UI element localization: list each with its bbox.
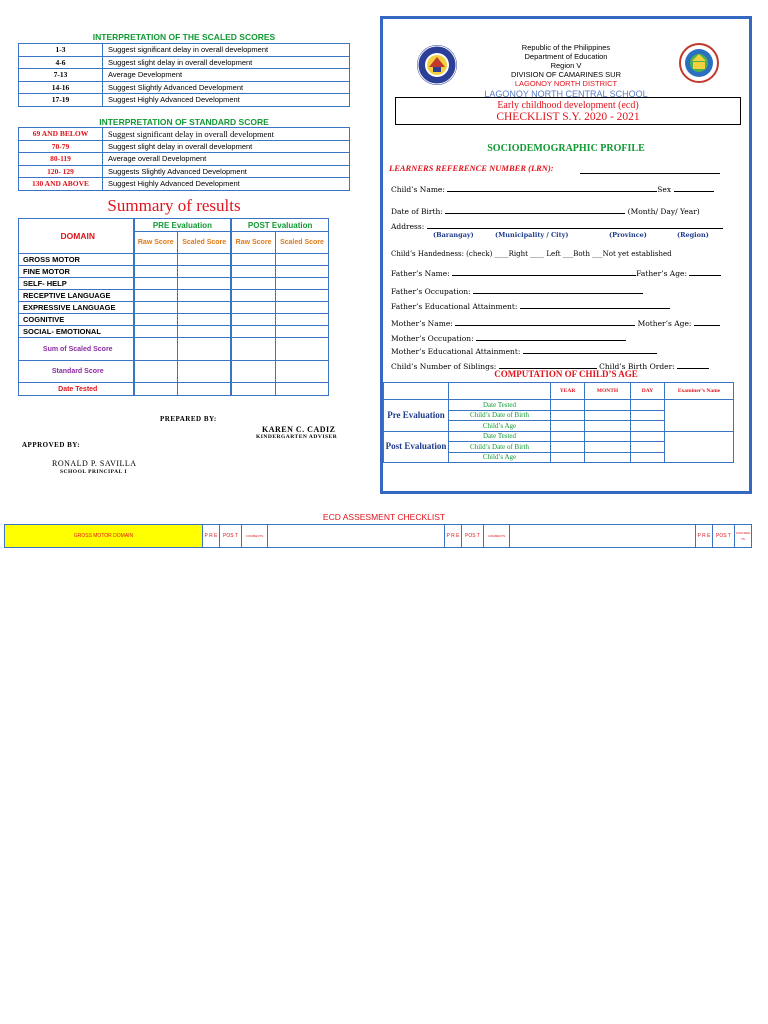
domain-header: DOMAIN — [19, 219, 134, 254]
interpretation-row — [19, 140, 350, 153]
siblings-label: Child’s Number of Siblings: — [391, 362, 497, 371]
score-cell[interactable] — [134, 361, 178, 383]
profile-title: SOCIODEMOGRAPHIC PROFILE — [487, 143, 645, 154]
summary-row-label: SELF- HELP — [19, 278, 134, 290]
score-cell[interactable] — [275, 361, 328, 383]
day-header: DAY — [631, 383, 665, 400]
pre-scaled-score-header: Scaled Score — [178, 232, 232, 254]
post-col-2: POS T — [462, 525, 484, 548]
standard-score-title: INTERPRETATION OF STANDARD SCORE — [99, 117, 269, 127]
mother-name-row — [391, 319, 720, 328]
domain-row — [19, 326, 329, 338]
principal-title: SCHOOL PRINCIPAL I — [60, 469, 127, 475]
score-range: 80-119 — [19, 153, 103, 166]
header-school: LAGONOY NORTH CENTRAL SCHOOL — [484, 89, 648, 99]
post-scaled-score-header: Scaled Score — [275, 232, 328, 254]
score-cell[interactable] — [134, 254, 178, 266]
interpretation-row — [19, 44, 350, 57]
score-interpretation: Suggest slight delay in overall development — [103, 140, 350, 153]
score-cell[interactable] — [134, 326, 178, 338]
score-cell[interactable] — [275, 326, 328, 338]
checklist-title: ECD ASSESMENT CHECKLIST — [322, 512, 446, 522]
interpretation-row — [19, 128, 350, 141]
interpretation-row — [19, 69, 350, 82]
score-cell[interactable] — [134, 338, 178, 361]
interpretation-row — [19, 178, 350, 191]
score-cell[interactable] — [178, 361, 232, 383]
score-cell[interactable] — [275, 254, 328, 266]
score-cell[interactable] — [231, 278, 275, 290]
header-deped: Department of Education — [524, 52, 608, 61]
summary-row-label: EXPRESSIVE LANGUAGE — [19, 302, 134, 314]
month-header: MONTH — [585, 383, 631, 400]
address-label: Address: — [391, 222, 425, 231]
domain-row — [19, 278, 329, 290]
score-cell[interactable] — [231, 254, 275, 266]
score-range: 17-19 — [19, 94, 103, 107]
profile-card — [380, 16, 752, 494]
summary-row-label: FINE MOTOR — [19, 266, 134, 278]
domain-row — [19, 302, 329, 314]
summary-row-label: COGNITIVE — [19, 314, 134, 326]
birth-order-blank[interactable] — [677, 362, 709, 369]
pre-date-tested: Date Tested — [449, 400, 551, 411]
scaled-scores-title: INTERPRETATION OF THE SCALED SCORES — [92, 32, 276, 42]
birth-order-label: Child’s Birth Order: — [599, 362, 675, 371]
summary-row-label: SOCIAL- EMOTIONAL — [19, 326, 134, 338]
summary-row-label: Date Tested — [19, 383, 134, 396]
score-cell[interactable] — [231, 326, 275, 338]
post-child-age: Child’s Age — [449, 452, 551, 463]
score-cell[interactable] — [231, 266, 275, 278]
pre-col-2: P R E — [445, 525, 462, 548]
comments-col-1: COMMENTS — [242, 525, 268, 548]
domain-row — [19, 314, 329, 326]
score-cell[interactable] — [178, 314, 232, 326]
mother-occupation-label: Mother’s Occupation: — [391, 334, 474, 343]
sex-label: Sex — [657, 185, 672, 194]
score-cell[interactable] — [275, 302, 328, 314]
address-row — [391, 222, 723, 231]
father-name-blank[interactable] — [452, 269, 636, 276]
domain-row — [19, 266, 329, 278]
post-evaluation-label: Post Evaluation — [384, 431, 449, 463]
score-cell[interactable] — [134, 266, 178, 278]
post-col-1: POS T — [220, 525, 242, 548]
municipality-label: (Municipality / City) — [495, 231, 569, 239]
checklist-school-year: CHECKLIST S.Y. 2020 - 2021 — [496, 111, 640, 123]
post-col-3: POS T — [713, 525, 735, 548]
score-cell[interactable] — [231, 361, 275, 383]
date-tested-row — [19, 383, 329, 396]
summary-row-label: Sum of Scaled Score — [19, 338, 134, 361]
mother-occupation-row — [391, 334, 626, 343]
score-cell[interactable] — [275, 278, 328, 290]
summary-row-label: Standard Score — [19, 361, 134, 383]
score-cell[interactable] — [178, 338, 232, 361]
year-header: YEAR — [551, 383, 585, 400]
score-interpretation: Suggest significant delay in overall development — [103, 44, 350, 57]
siblings-blank[interactable] — [499, 362, 597, 369]
score-interpretation: Average overall Development — [103, 153, 350, 166]
score-range: 7-13 — [19, 69, 103, 82]
mother-name-blank[interactable] — [455, 319, 635, 326]
score-cell[interactable] — [231, 314, 275, 326]
province-label: (Province) — [609, 231, 647, 239]
adviser-name: KAREN C. CADIZ — [262, 425, 336, 434]
standard-score-table — [18, 127, 350, 191]
score-interpretation: Suggest Highly Advanced Development — [103, 94, 350, 107]
header-republic: Republic of the Philippines — [521, 43, 611, 52]
approved-by-label: APPROVED BY: — [22, 441, 81, 449]
header-division: DIVISION OF CAMARINES SUR — [510, 70, 621, 79]
domain-row — [19, 254, 329, 266]
post-date-tested: Date Tested — [449, 431, 551, 442]
pre-child-age: Child’s Age — [449, 421, 551, 432]
score-range: 130 AND ABOVE — [19, 178, 103, 191]
pre-col-1: P R E — [203, 525, 220, 548]
address-blank[interactable] — [427, 222, 723, 229]
child-name-blank[interactable] — [447, 185, 657, 192]
mother-age-label: Mother’s Age: — [637, 319, 692, 328]
prepared-by-label: PREPARED BY: — [160, 415, 217, 423]
score-interpretation: Suggest significant delay in overall development — [103, 128, 350, 141]
summary-title: Summary of results — [107, 196, 241, 215]
score-cell[interactable] — [231, 302, 275, 314]
father-age-label: Father’s Age: — [636, 269, 687, 278]
mother-education-label: Mother’s Educational Attainment: — [391, 347, 521, 356]
score-range: 4-6 — [19, 56, 103, 69]
pre-raw-score-header: Raw Score — [134, 232, 178, 254]
score-cell[interactable] — [275, 266, 328, 278]
mother-name-label: Mother’s Name: — [391, 319, 453, 328]
handedness-row[interactable]: Child’s Handedness: (check) ____Right ____ Left ___Both ___Not yet established — [391, 250, 672, 258]
score-cell[interactable] — [178, 383, 232, 396]
scaled-scores-table — [18, 43, 350, 107]
score-interpretation: Average Development — [103, 69, 350, 82]
score-cell[interactable] — [178, 254, 232, 266]
comments-col-3: COM MEN TS — [735, 525, 752, 548]
header-district: LAGONOY NORTH DISTRICT — [514, 79, 618, 88]
lrn-blank[interactable] — [580, 173, 720, 174]
post-child-dob: Child’s Date of Birth — [449, 442, 551, 453]
interpretation-row — [19, 81, 350, 94]
father-name-label: Father’s Name: — [391, 269, 450, 278]
score-cell[interactable] — [134, 290, 178, 302]
summary-row-label: GROSS MOTOR — [19, 254, 134, 266]
score-cell[interactable] — [134, 314, 178, 326]
header-region: Region V — [550, 61, 582, 70]
interpretation-row — [19, 56, 350, 69]
father-education-row — [391, 302, 670, 311]
score-cell[interactable] — [231, 290, 275, 302]
principal-name: RONALD P. SAVILLA — [52, 459, 137, 468]
interpretation-row — [19, 94, 350, 107]
pre-evaluation-header: PRE Evaluation — [134, 219, 232, 232]
lrn-label: LEARNERS REFERENCE NUMBER (LRN): — [389, 163, 554, 173]
gross-motor-domain-cell: GROSS MOTOR DOMAIN — [5, 525, 203, 548]
dob-blank[interactable] — [445, 207, 625, 214]
checklist-table — [4, 524, 752, 548]
father-occupation-blank[interactable] — [473, 287, 643, 294]
father-occupation-label: Father’s Occupation: — [391, 287, 471, 296]
dob-row — [391, 207, 700, 216]
ecd-title: Early childhood development (ecd) — [497, 100, 639, 111]
score-cell[interactable] — [275, 383, 328, 396]
score-cell[interactable] — [134, 383, 178, 396]
age-computation-table — [383, 382, 734, 463]
domain-row — [19, 290, 329, 302]
post-raw-score-header: Raw Score — [231, 232, 275, 254]
sex-blank[interactable] — [674, 185, 714, 192]
region-label: (Region) — [677, 231, 709, 239]
interpretation-row — [19, 165, 350, 178]
score-range: 69 AND BELOW — [19, 128, 103, 141]
pre-evaluation-label: Pre Evaluation — [384, 400, 449, 432]
score-cell[interactable] — [178, 326, 232, 338]
mother-education-row — [391, 347, 657, 356]
child-name-label: Child’s Name: — [391, 185, 445, 194]
father-occupation-row — [391, 287, 643, 296]
computation-title: COMPUTATION OF CHILD’S AGE — [494, 369, 638, 379]
barangay-label: (Barangay) — [433, 231, 474, 239]
mother-occupation-blank[interactable] — [476, 334, 626, 341]
sum-scaled-score-row — [19, 338, 329, 361]
score-cell[interactable] — [178, 278, 232, 290]
score-range: 14-16 — [19, 81, 103, 94]
score-interpretation: Suggest Highly Advanced Development — [103, 178, 350, 191]
pre-col-3: P R E — [696, 525, 713, 548]
ecd-title-box — [395, 97, 741, 125]
score-interpretation: Suggest slight delay in overall development — [103, 56, 350, 69]
father-age-blank[interactable] — [689, 269, 721, 276]
father-name-row — [391, 269, 721, 278]
standard-score-row — [19, 361, 329, 383]
dob-format: (Month/ Day/ Year) — [627, 207, 700, 216]
score-cell[interactable] — [275, 314, 328, 326]
score-range: 120- 129 — [19, 165, 103, 178]
score-cell[interactable] — [231, 338, 275, 361]
score-interpretation: Suggests Slightly Advanced Development — [103, 165, 350, 178]
score-cell[interactable] — [178, 290, 232, 302]
score-range: 1-3 — [19, 44, 103, 57]
score-range: 70-79 — [19, 140, 103, 153]
summary-row-label: RECEPTIVE LANGUAGE — [19, 290, 134, 302]
score-cell[interactable] — [275, 338, 328, 361]
examiner-name-header: Examiner’s Name — [665, 383, 734, 400]
score-cell[interactable] — [275, 290, 328, 302]
summary-table — [18, 218, 329, 396]
mother-education-blank[interactable] — [523, 347, 657, 354]
pre-child-dob: Child’s Date of Birth — [449, 410, 551, 421]
score-cell[interactable] — [134, 278, 178, 290]
interpretation-row — [19, 153, 350, 166]
post-evaluation-header: POST Evaluation — [231, 219, 328, 232]
adviser-title: KINDERGARTEN ADVISER — [256, 434, 338, 440]
dob-label: Date of Birth: — [391, 207, 443, 216]
score-interpretation: Suggest Slightly Advanced Development — [103, 81, 350, 94]
score-cell[interactable] — [231, 383, 275, 396]
comments-col-2: COMMENTS — [484, 525, 510, 548]
father-education-blank[interactable] — [520, 302, 670, 309]
score-cell[interactable] — [178, 266, 232, 278]
score-cell[interactable] — [134, 302, 178, 314]
child-name-row — [391, 185, 714, 194]
father-education-label: Father’s Educational Attainment: — [391, 302, 518, 311]
mother-age-blank[interactable] — [694, 319, 720, 326]
score-cell[interactable] — [178, 302, 232, 314]
